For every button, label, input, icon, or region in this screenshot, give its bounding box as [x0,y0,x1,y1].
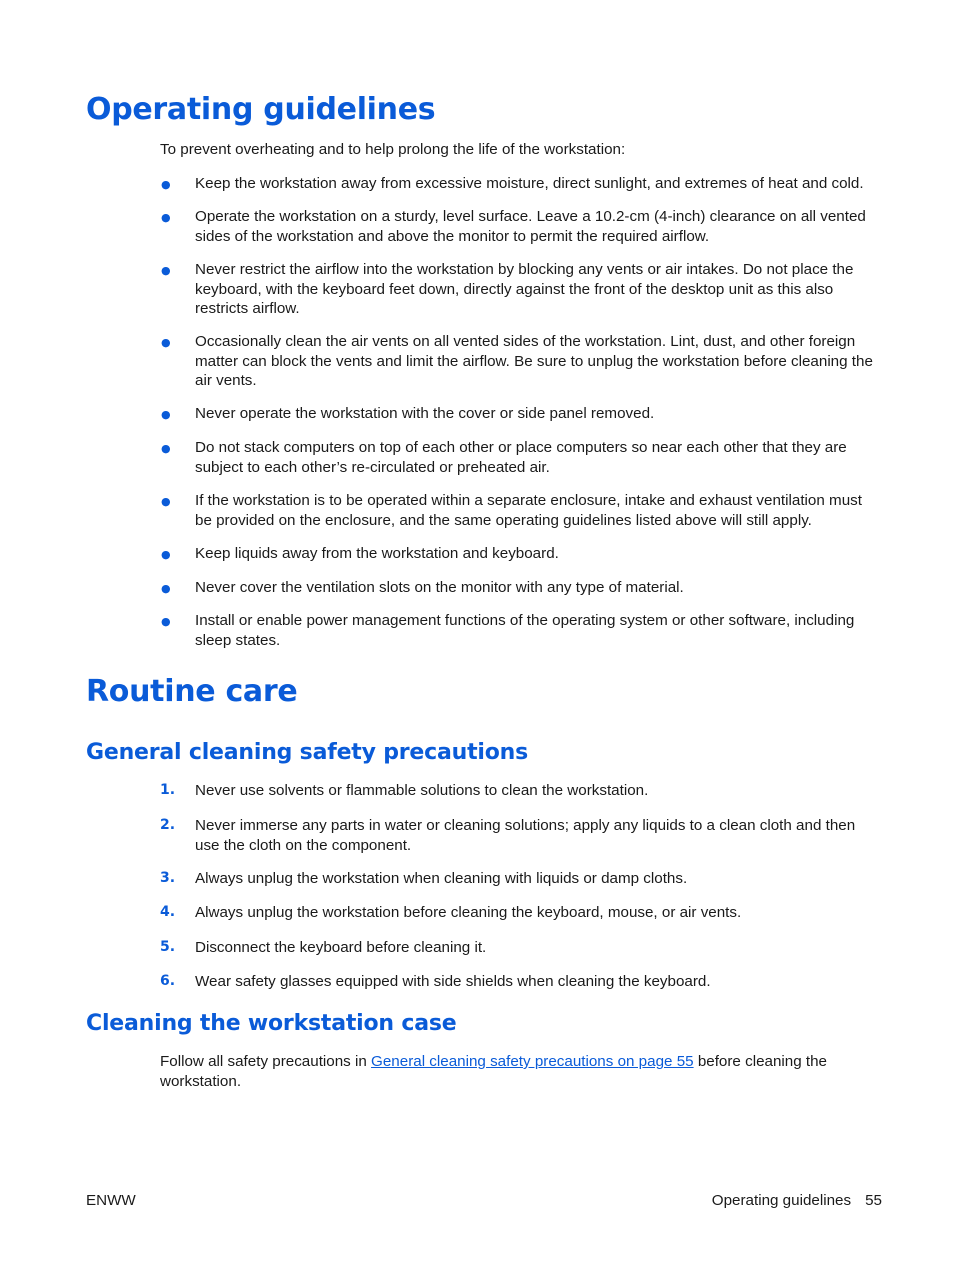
list-item-text: Operate the workstation on a sturdy, level surface. Leave a 10.2-cm (4-inch) clearance on all vented sides of the workstation and above the monitor to permit the required airflow. [195,208,866,245]
list-item-text: Never restrict the airflow into the workstation by blocking any vents or air intakes. Do not place the keyboard, with the keyboard feet down, directly against the front of the desktop unit as this also restricts airflow. [195,261,854,317]
step-number: 1. [160,782,176,798]
bullet-icon: ● [161,442,171,455]
list-item-text: If the workstation is to be operated within a separate enclosure, intake and exhaust ventilation must be provided on the enclosure, and the same operating guidelines listed above will still apply. [195,492,862,529]
step-text: Never use solvents or flammable solutions to clean the workstation. [195,782,649,799]
step-number: 5. [160,939,176,955]
step-text: Always unplug the workstation when cleaning with liquids or damp cloths. [195,870,688,887]
list-item-text: Occasionally clean the air vents on all vented sides of the workstation. Lint, dust, and other foreign matter can block the vents and limit the airflow. Be sure to unplug the workstation before cleaning the air vents. [195,333,873,389]
step-text: Always unplug the workstation before cleaning the keyboard, mouse, or air vents. [195,904,742,921]
bullet-icon: ● [161,336,171,349]
section-title-operating-guidelines: Operating guidelines [86,92,436,127]
list-item-text: Keep liquids away from the workstation and keyboard. [195,545,559,562]
list-item-text: Never cover the ventilation slots on the monitor with any type of material. [195,579,684,596]
paragraph-text-after: before cleaning the workstation. [160,1053,828,1090]
bullet-icon: ● [161,582,171,595]
subsection-title-general-cleaning: General cleaning safety precautions [86,740,529,765]
list-item-text: Keep the workstation away from excessive moisture, direct sunlight, and extremes of heat and cold. [195,175,864,192]
page-number: 55 [865,1192,882,1209]
bullet-icon: ● [161,211,171,224]
step-number: 3. [160,870,176,886]
footer-doc-code: ENWW [86,1192,136,1209]
intro-paragraph: To prevent overheating and to help prolong the life of the workstation: [160,141,626,158]
case-cleaning-paragraph [160,1052,884,1091]
list-item-text: Install or enable power management functions of the operating system or other software, including sleep states. [195,612,855,649]
section-title-routine-care: Routine care [86,674,298,709]
step-text: Never immerse any parts in water or cleaning solutions; apply any liquids to a clean cloth and then use the cloth on the component. [195,817,856,854]
bullet-icon: ● [161,548,171,561]
bullet-icon: ● [161,408,171,421]
bullet-icon: ● [161,264,171,277]
bullet-icon: ● [161,178,171,191]
step-number: 6. [160,973,176,989]
bullet-icon: ● [161,495,171,508]
list-item-text: Never operate the workstation with the cover or side panel removed. [195,405,655,422]
step-number: 2. [160,817,176,833]
step-text: Disconnect the keyboard before cleaning it. [195,939,487,956]
step-text: Wear safety glasses equipped with side shields when cleaning the keyboard. [195,973,711,990]
subsection-title-cleaning-case: Cleaning the workstation case [86,1011,457,1036]
bullet-icon: ● [161,615,171,628]
paragraph-text-before: Follow all safety precautions in [160,1053,372,1070]
cross-reference-link[interactable]: General cleaning safety precautions on page 55 [371,1053,694,1070]
footer-page-info [712,1192,882,1209]
footer-section-name: Operating guidelines [711,1192,852,1209]
step-number: 4. [160,904,176,920]
list-item-text: Do not stack computers on top of each other or place computers so near each other that they are subject to each other’s re-circulated or preheated air. [195,439,847,476]
